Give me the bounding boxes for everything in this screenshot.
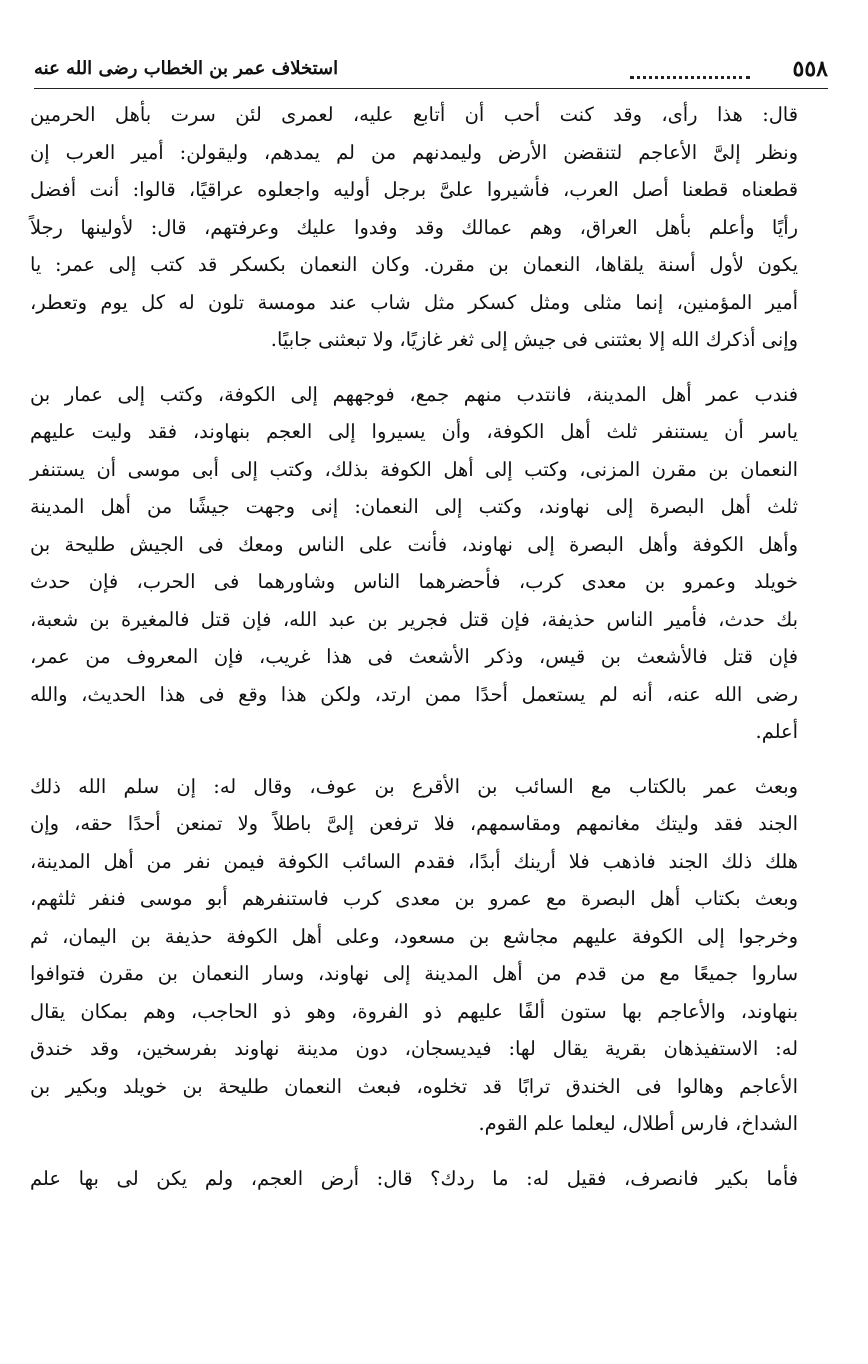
paragraph — [30, 376, 824, 751]
text-line: وخرجوا إلى الكوفة عليهم مجاشع بن مسعود، وعلى أهل الكوفة حذيفة بن اليمان، ثم — [30, 924, 798, 948]
text-line: ياسر أن يستنفر ثلث أهل الكوفة، وأن يسيروا إلى العجم بنهاوند، فقد وليت عليهم — [30, 420, 798, 443]
paragraph — [30, 96, 824, 359]
text-line: قطعناه قطعنا أصل العرب، فأشيروا علىَّ برجل أوليه واجعلوه عراقيًا، قالوا: أنت أفضل — [30, 178, 798, 201]
page-header — [34, 52, 828, 89]
text-line: خويلد وعمرو بن معدى كرب، فأحضرهما الناس وشاورهما فى الحرب، فإن حدث — [30, 570, 798, 593]
text-line: وبعث بكتاب أهل البصرة مع عمرو بن معدى كرب فاستنفرهم أبو موسى فنفر ثلثهم، — [30, 887, 798, 910]
text-line: بك حدث، فأمير الناس حذيفة، فإن قتل فجرير بن عبد الله، فإن قتل فالمغيرة بن شعبة، — [30, 607, 798, 631]
text-line: له: الاستفيذهان بقرية يقال لها: فيديسجان، دون مدينة نهاوند بفرسخين، وقد خندق — [30, 1037, 798, 1060]
text-line: أمير المؤمنين، إنما مثلى ومثل كسكر مثل شاب عند مومسة تلون له كل يوم وتعطر، — [30, 290, 798, 314]
text-line: رأيًا وأعلم بأهل العراق، وهم عمالك وقد وفدوا عليك وعرفتهم، قال: لأولينها رجلاً — [30, 215, 798, 239]
text-line: فأما بكير فانصرف، فقيل له: ما ردك؟ قال: أرض العجم، ولم يكن لى بها علم — [30, 1166, 798, 1190]
text-line: يكون لأول أسنة يلقاها، النعمان بن مقرن. وكان النعمان بكسكر قد كتب إلى عمر: يا — [30, 253, 798, 276]
header-dot-leader — [630, 60, 750, 79]
running-title: استخلاف عمر بن الخطاب رضى الله عنه — [34, 58, 339, 79]
text-line: هلك ذلك الجند فاذهب فلا أرينك أبدًا، فقدم السائب الكوفة فيمن نفر من أهل المدينة، — [30, 849, 798, 873]
text-line: وبعث عمر بالكتاب مع السائب بن الأقرع بن عوف، وقال له: إن سلم الله ذلك — [30, 774, 798, 798]
text-line: وأهل الكوفة وأهل البصرة إلى نهاوند، فأنت على الناس ومعك فى الجيش طليحة بن — [30, 532, 798, 556]
text-line: بنهاوند، والأعاجم بها ستون ألفًا عليهم ذو الفروة، وهو ذو الحاجب، وهم بمكان يقال — [30, 999, 798, 1023]
text-line: ثلث أهل البصرة إلى نهاوند، وكتب إلى النعمان: إنى وجهت جيشًا من أهل المدينة — [30, 495, 798, 518]
text-line: الجند فقد وليتك مغانمهم ومقاسمهم، فلا ترفعن إلىَّ باطلاً ولا تمنعن أحدًا حقه، وإن — [30, 812, 798, 835]
body-text — [30, 96, 824, 1197]
text-line: فندب عمر أهل المدينة، فانتدب منهم جمع، فوجههم إلى الكوفة، وكتب إلى عمار بن — [30, 382, 798, 406]
text-line: أعلم. — [755, 720, 798, 743]
text-line: رضى الله عنه، أنه لم يستعمل أحدًا ممن ارتد، ولكن هذا وقع فى هذا الحديث، والله — [30, 682, 798, 706]
text-line: قال: هذا رأى، وقد كنت أحب أن أتابع عليه، لعمرى لئن سرت بأهل الحرمين — [30, 103, 798, 126]
text-line: الأعاجم وهالوا فى الخندق ترابًا قد تخلوه، فبعث النعمان طليحة بن خويلد وبكير بن — [30, 1074, 798, 1098]
text-line: فإن قتل فالأشعث بن قيس، وذكر الأشعث فى هذا غريب، فإن المعروف من عمر، — [30, 645, 798, 668]
text-line: ونظر إلىَّ الأعاجم لتنقضن الأرض وليمدنهم من لم يمدهم، وليقولن: أمير العرب إن — [30, 140, 798, 164]
text-line: الشداخ، فارس أطلال، ليعلما علم القوم. — [478, 1112, 798, 1135]
text-line: وإنى أذكرك الله إلا بعثتنى فى جيش إلى ثغر غازيًا، ولا تبعثنى جابيًا. — [270, 328, 798, 351]
text-line: ساروا جميعًا مع من قدم من أهل المدينة إلى نهاوند، وسار النعمان بن مقرن فتوافوا — [30, 962, 798, 985]
text-line: النعمان بن مقرن المزنى، وكتب إلى أهل الكوفة بذلك، وكتب إلى أبى موسى أن يستنفر — [30, 457, 798, 481]
paragraph — [30, 1160, 824, 1198]
paragraph — [30, 768, 824, 1143]
page-number: ٥٥٨ — [792, 56, 828, 82]
